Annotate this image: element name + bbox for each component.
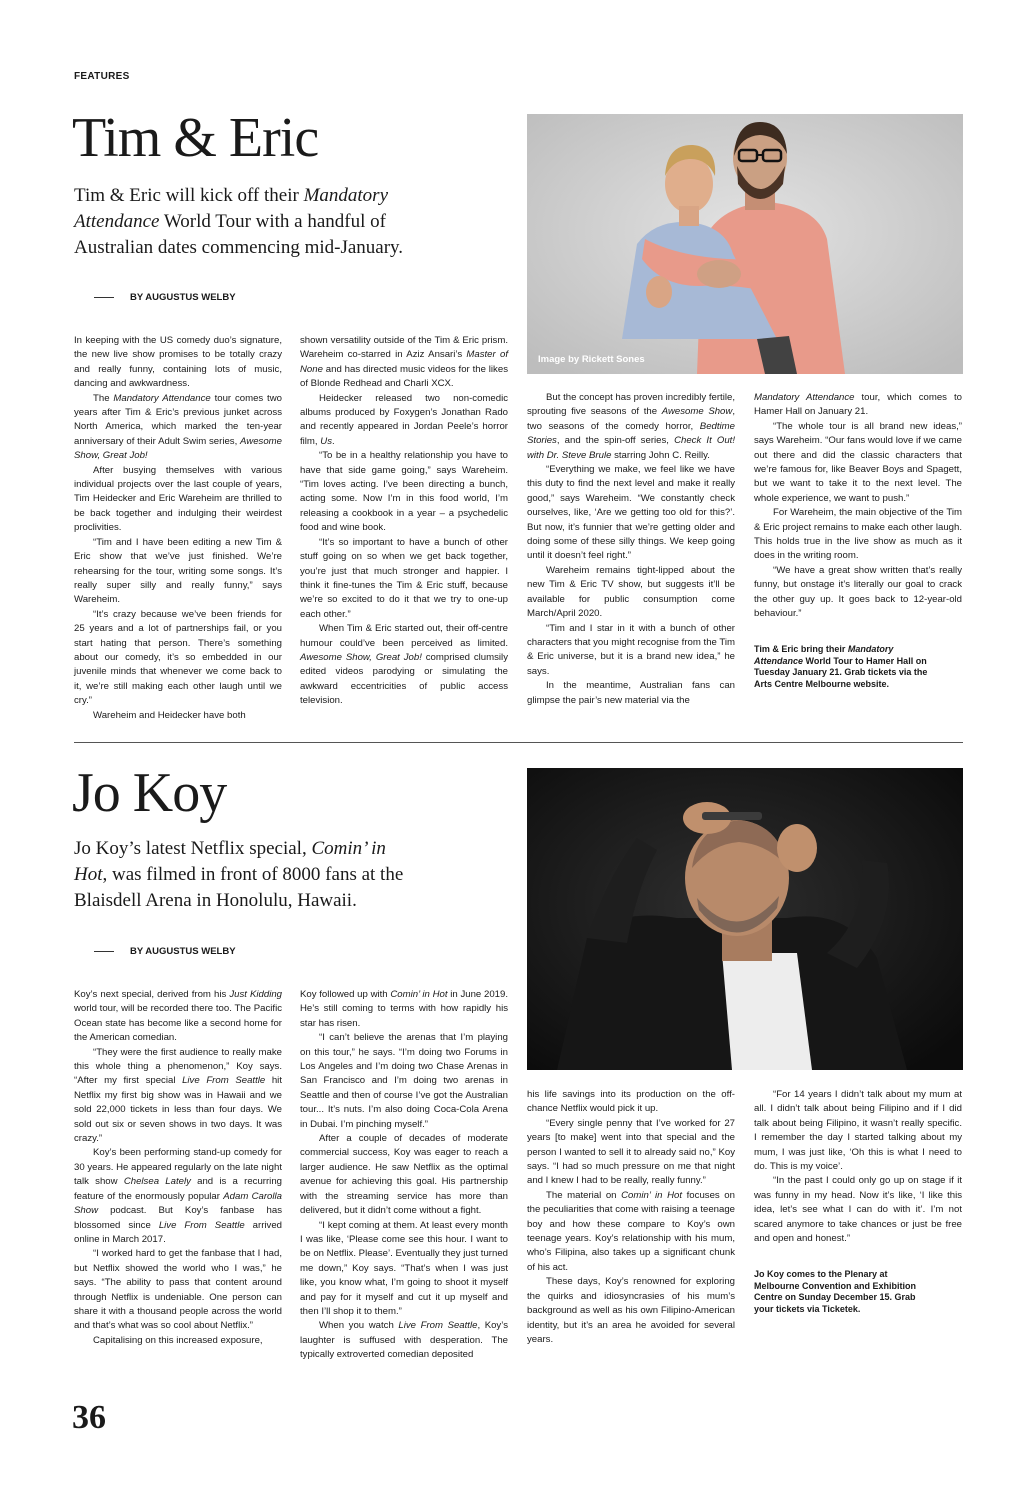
tim-and-eric-photo <box>527 114 963 374</box>
article-column: But the concept has proven incredibly fertile, sprouting five seasons of the Awesome Show, two seasons of the comedy horror, Bedtime Stories, and the spin-off series, Check It Out! with Dr. Steve Brule starring John C. Reilly. “Everything we make, we feel like we have this duty to find the next level and make it really good,” says Wareheim. “We constantly check ourselves, like, ‘Are we getting too old for this?’. But now, it’s funnier that we’re getting older and doing some of these silly things. We keep going until it doesn’t feel right.” Wareheim remains tight-lipped about the new Tim & Eric TV show, but suggests it’ll be available for public consumption come March/April 2020. “Tim and I star in it with a bunch of other characters that you might recognise from the Tim & Eric universe, but it is a brand new idea,” he says. In the meantime, Australian fans can glimpse the pair’s new material via the <box>527 392 735 706</box>
section-divider <box>74 742 963 743</box>
article-byline <box>94 946 236 957</box>
article-column: his life savings into its production on the off-chance Netflix would pick it up. “Every single penny that I’ve worked for 27 years [to make] went into that special and the person I wanted to sell it to already said no,” Koy says. “I had so much pressure on me that night and I knew I had to be really, really funny.” The material on Comin’ in Hot focuses on the peculiarities that come with raising a teenage boy and how these compare to Koy’s own teenage years. Koy’s relationship with his mum, who’s Filipina, also takes up a significant chunk of his act. These days, Koy’s renowned for exploring the quirks and idiosyncrasies of his mum’s background as well as his own Filipino-American identity, but it’s an area he avoided for several years. <box>527 1089 735 1345</box>
article-title: Tim & Eric <box>72 107 319 169</box>
article-column: In keeping with the US comedy duo’s signature, the new live show promises to be totally crazy and really funny, containing lots of music, dancing and awkwardness. The Mandatory Attendance tour comes two years after Tim & Eric’s previous junket across North America, which marked the ten-year anniversary of their Adult Swim series, Awesome Show, Great Job! After busying themselves with various individual projects over the last couple of years, Tim Heidecker and Eric Wareheim are thrilled to be back together and indulging their weirdest proclivities. “Tim and I have been editing a new Tim & Eric show that we’ve just finished. We’re rehearsing for the tour, writing some songs. It’s really super silly and really funny,” says Wareheim. “It’s crazy because we’ve been friends for 25 years and a lot of partnerships fail, or you start hating that person. There’s something about our comedy, it’s so embedded in our juvenile minds that whenever we come back to it, we’re still making each other laugh until we cry.” Wareheim and Heidecker have both <box>74 335 282 721</box>
article-column: shown versatility outside of the Tim & Eric prism. Wareheim co-starred in Aziz Ansari’s Master of None and has directed music videos for the likes of Blonde Redhead and Charli XCX. Heidecker released two non-comedic albums produced by Foxygen’s Jonathan Rado and recently appeared in Jordan Peele’s horror film, Us. “To be in a healthy relationship you have to have that side game going,” says Wareheim. “Tim loves acting. I’ve been directing a bunch, acting some. Now I’m in this food world, I’m releasing a cookbook in a year – a psychedelic food and wine book. “It’s so important to have a bunch of other stuff going on so when we get back together, you’re just that much stronger and happier. I think it fine-tunes the Tim & Eric stuff, because we’re so excited to do it that we try to one-up each other.” When Tim & Eric started out, their off-centre humour could’ve been perceived as limited. Awesome Show, Great Job! comprised clumsily edited videos parodying or simulating the awkward eccentricities of public access television. <box>300 335 508 707</box>
image-credit: Image by Rickett Sones <box>538 354 645 365</box>
article-title: Jo Koy <box>72 762 227 824</box>
event-note: Tim & Eric bring their Mandatory Attendance World Tour to Hamer Hall on Tuesday January 21. Grab tickets via the Arts Centre Melbourne website. <box>754 644 928 689</box>
article-byline <box>94 292 236 303</box>
byline-dash <box>94 297 114 298</box>
article-column: “For 14 years I didn’t talk about my mum at all. I didn’t talk about being Filipino and if I did talk about being Filipino, it wasn’t really specific. I remember the day I started talking about my mum, I was just like, ‘Oh this is what I need to do. This is my voice’. “In the past I could only go up on stage if it was funny in my head. Now it’s like, ‘I like this idea, let’s see what I can do with it’. I’m not scared anymore to take chances or just be free and open and honest.” <box>754 1089 962 1245</box>
event-note: Jo Koy comes to the Plenary at Melbourne Convention and Exhibition Centre on Sunday December 15. Grab your tickets via Ticketek. <box>754 1269 916 1314</box>
page-number: 36 <box>72 1399 106 1436</box>
article-column: Mandatory Attendance tour, which comes to Hamer Hall on January 21. “The whole tour is all brand new ideas,” says Wareheim. “Our fans would love if we came out there and did the classic characters that we’re famous for, like Beaver Boys and Spagett, but we want to take it to the next level. The whole experience, we want to push.” For Wareheim, the main objective of the Tim & Eric project remains to make each other laugh. This holds true in the live show as much as it does in the writing room. “We have a great show written that’s really funny, but onstage it’s literally our goal to crack the other guy up. It goes back to 12-year-old behaviour.” <box>754 392 962 620</box>
section-label: FEATURES <box>74 71 130 82</box>
byline-text: BY AUGUSTUS WELBY <box>130 292 236 303</box>
article-standfirst: Tim & Eric will kick off their Mandatory Attendance World Tour with a handful of Australian dates commencing mid-January. <box>74 185 404 258</box>
byline-dash <box>94 951 114 952</box>
article-column: Koy followed up with Comin’ in Hot in June 2019. He’s still coming to terms with how rapidly his star has risen. “I can’t believe the arenas that I’m playing on this tour,” he says. “I’m doing two Forums in Los Angeles and I’m doing two Chase Arenas in San Francisco and I’m doing two arenas in Seattle and then of course I’ve got the Australian tour... It’s nuts. I’m also doing Coca-Cola Arena in Dubai. I’m pinching myself.” After a couple of decades of moderate commercial success, Koy was eager to reach a larger audience. He saw Netflix as the optimal avenue for achieving this goal. His partnership with the streaming service has more than delivered, but it didn’t come without a fight. “I kept coming at them. At least every month I was like, ‘Please come see this hour. I want to be on Netflix. Please’. Eventually they just turned me down,” Koy says. “That’s when I was just like, you know what, I’m going to shoot it myself and pay for it myself and cut it up myself and then I’ll shop it to them.” When you watch Live From Seattle, Koy’s laughter is suffused with desperation. The typically extroverted comedian deposited <box>300 989 508 1361</box>
article-column: Koy’s next special, derived from his Just Kidding world tour, will be recorded there too. The Pacific Ocean state has become like a second home for the American comedian. “They were the first audience to really make this whole thing a phenomenon,” Koy says. “After my first special Live From Seattle hit Netflix my first big show was in Hawaii and we sold 22,000 tickets in less than four days. We sold out six or seven shows in two days. It was crazy.” Koy’s been performing stand-up comedy for 30 years. He appeared regularly on the late night talk show Chelsea Lately and is a recurring feature of the enormously popular Adam Carolla Show podcast. But Koy’s fanbase has blossomed since Live From Seattle arrived online in March 2017. “I worked hard to get the fanbase that I had, but Netflix showed the world who I was,” he says. “The ability to pass that content around through Netflix is undeniable. One person can share it with a thousand people across the world and that’s what was so cool about Netflix.” Capitalising on this increased exposure, <box>74 989 283 1346</box>
jo-koy-photo <box>527 768 963 1070</box>
byline-text: BY AUGUSTUS WELBY <box>130 946 236 957</box>
article-standfirst: Jo Koy’s latest Netflix special, Comin’ in Hot, was filmed in front of 8000 fans at the Blaisdell Arena in Honolulu, Hawaii. <box>74 838 404 911</box>
